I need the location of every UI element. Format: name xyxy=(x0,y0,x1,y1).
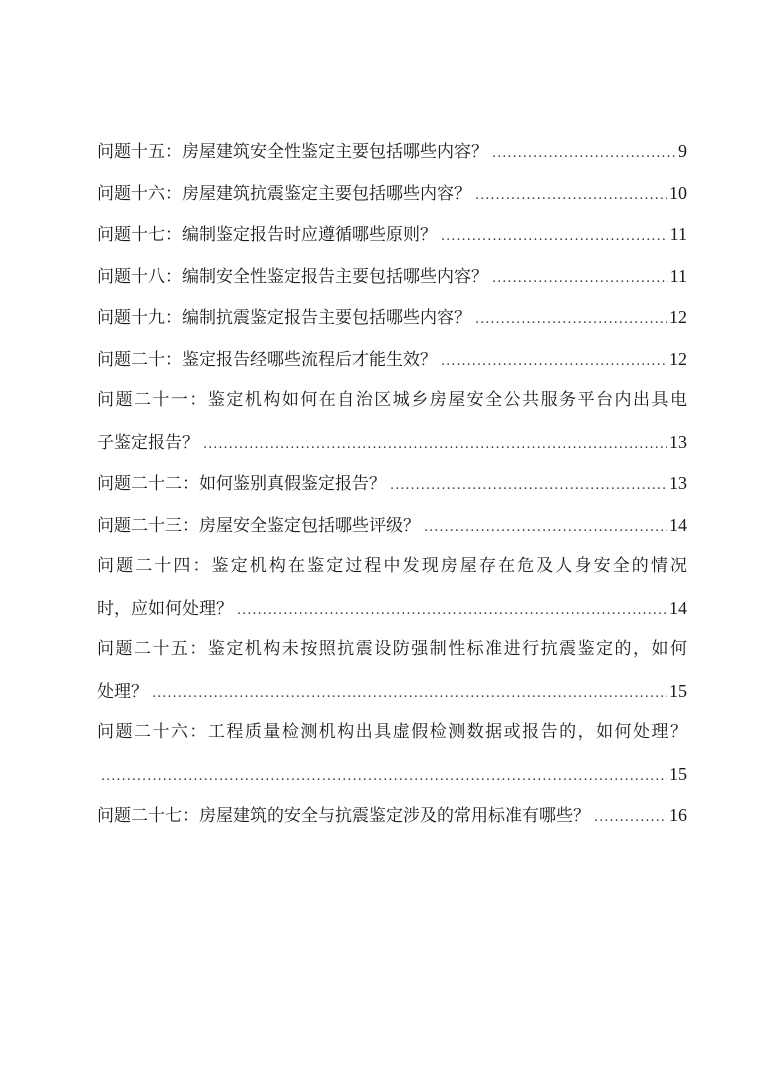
toc-entry-title: 问题十七：编制鉴定报告时应遵循哪些原则？ xyxy=(97,225,437,245)
toc-entry[interactable] xyxy=(97,131,687,173)
toc-entry[interactable] xyxy=(97,297,687,339)
dot-leader xyxy=(475,175,667,215)
toc-entry[interactable] xyxy=(97,256,687,298)
toc-entry-title: 时，应如何处理？ xyxy=(97,598,233,619)
dot-leader xyxy=(390,465,667,505)
toc-page-number: 12 xyxy=(669,307,687,327)
toc-entry[interactable] xyxy=(97,629,687,712)
toc-entry-title-line: 问题二十五：鉴定机构未按照抗震设防强制性标准进行抗震鉴定的，如何 xyxy=(97,639,687,659)
toc-entry-title-line: 问题二十六：工程质量检测机构出具虚假检测数据或报告的，如何处理？ xyxy=(97,722,687,742)
toc-entry-title-line: 问题二十一：鉴定机构如何在自治区城乡房屋安全公共服务平台内出具电 xyxy=(97,390,687,410)
toc-page-number: 9 xyxy=(678,141,687,161)
toc-entry[interactable] xyxy=(97,712,687,795)
toc-entry-title-line: 问题二十四：鉴定机构在鉴定过程中发现房屋存在危及人身安全的情况 xyxy=(97,556,687,576)
dot-leader xyxy=(152,673,667,713)
toc-page-number: 15 xyxy=(669,763,687,784)
toc-entry-title: 问题二十七：房屋建筑的安全与抗震鉴定涉及的常用标准有哪些？ xyxy=(97,806,590,826)
toc-entry-title: 问题十八：编制安全性鉴定报告主要包括哪些内容？ xyxy=(97,266,488,287)
dot-leader xyxy=(101,756,667,796)
dot-leader xyxy=(594,797,667,837)
toc-entry-title: 问题十六：房屋建筑抗震鉴定主要包括哪些内容？ xyxy=(97,183,471,204)
toc-entry[interactable] xyxy=(97,380,687,463)
toc-page-number: 12 xyxy=(669,348,687,369)
dot-leader xyxy=(492,258,668,298)
toc-page-number: 11 xyxy=(669,224,687,244)
toc-entry[interactable] xyxy=(97,463,687,505)
toc-entry[interactable] xyxy=(97,339,687,381)
toc-entry-title: 处理？ xyxy=(97,681,148,702)
toc-entry-title: 问题十五：房屋建筑安全性鉴定主要包括哪些内容？ xyxy=(97,142,488,162)
toc-page-number: 13 xyxy=(669,431,687,452)
dot-leader xyxy=(475,299,667,339)
dot-leader xyxy=(424,507,667,547)
toc-entry[interactable] xyxy=(97,505,687,547)
toc-entry[interactable] xyxy=(97,795,687,837)
dot-leader xyxy=(203,424,667,464)
toc-entry[interactable] xyxy=(97,546,687,629)
toc-page-number: 14 xyxy=(669,514,687,535)
toc-entry-title: 问题二十三：房屋安全鉴定包括哪些评级？ xyxy=(97,515,420,536)
toc-page-number: 10 xyxy=(669,182,687,203)
toc-page-number: 14 xyxy=(669,597,687,618)
dot-leader xyxy=(441,341,667,381)
toc-page-number: 15 xyxy=(669,680,687,701)
toc-entry-title: 问题二十：鉴定报告经哪些流程后才能生效？ xyxy=(97,349,437,370)
toc-entry-title: 问题二十二：如何鉴别真假鉴定报告？ xyxy=(97,474,386,494)
toc-entry-title: 问题十九：编制抗震鉴定报告主要包括哪些内容？ xyxy=(97,308,471,328)
toc-entry[interactable] xyxy=(97,173,687,215)
toc-page-number: 13 xyxy=(669,473,687,493)
toc-page-number: 16 xyxy=(669,805,687,825)
toc-entry[interactable] xyxy=(97,214,687,256)
toc-page-number: 11 xyxy=(669,265,687,286)
table-of-contents xyxy=(97,131,687,837)
dot-leader xyxy=(492,133,676,173)
dot-leader xyxy=(237,590,667,630)
toc-entry-title: 子鉴定报告？ xyxy=(97,432,199,453)
dot-leader xyxy=(441,216,668,256)
